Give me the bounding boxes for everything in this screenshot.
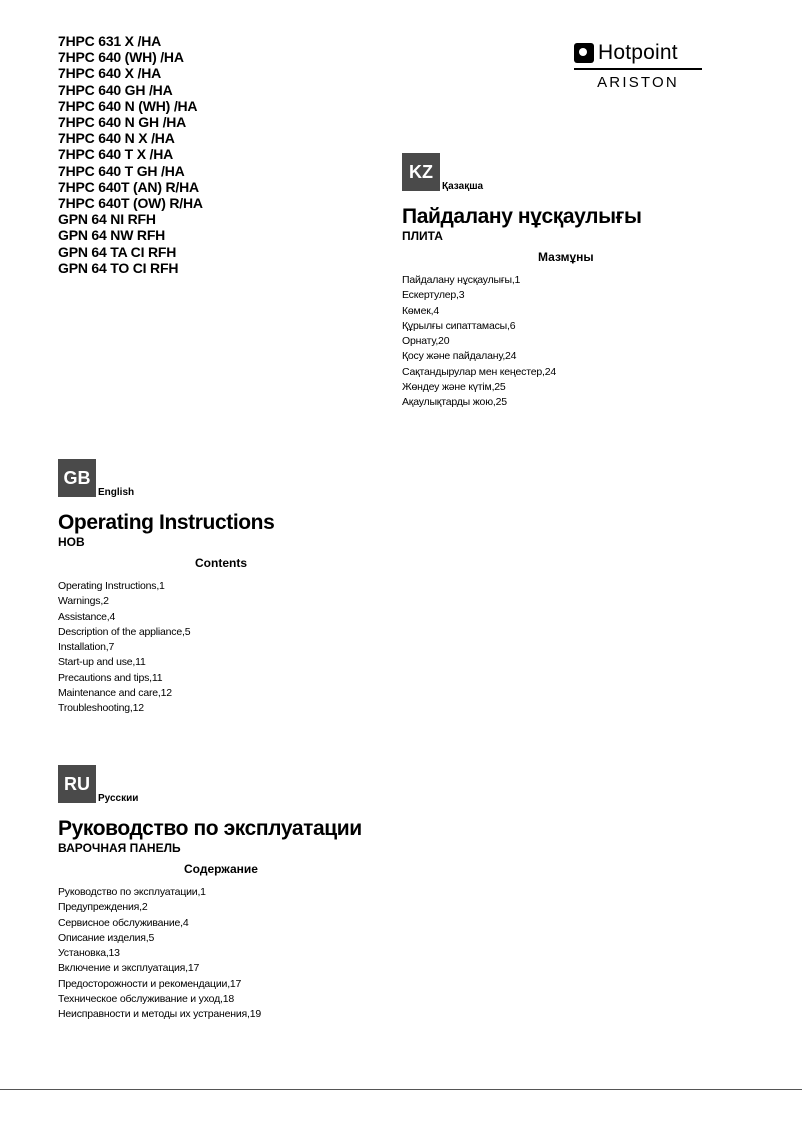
model-item: 7HPC 640 T X /HA [58,146,174,163]
model-list [58,33,203,276]
brand-logo [574,41,702,91]
toc-item: Құрылғы сипаттамасы,6 [402,319,516,332]
language-badge-ru: RU [58,765,96,803]
toc-kz [402,273,642,411]
toc-item: Жөндеу және күтім,25 [402,381,506,394]
toc-item: Warnings,2 [58,595,109,608]
model-item: GPN 64 NW RFH [58,227,166,244]
toc-item: Сақтандырулар мен кеңестер,24 [402,365,556,378]
toc-item: Assistance,4 [58,610,116,623]
subtitle-kz: ПЛИТА [402,229,443,243]
model-item: 7HPC 640 GH /HA [58,81,173,98]
title-ru: Руководство по эксплуатации [58,817,362,840]
toc-item: Precautions and tips,11 [58,671,163,684]
model-item: 7HPC 640 X /HA [58,65,162,82]
toc-item: Описание изделия,5 [58,931,155,944]
model-item: 7HPC 640 N GH /HA [58,114,187,131]
toc-item: Установка,13 [58,947,120,960]
subtitle-gb: HOB [58,535,85,549]
toc-item: Пайдалану нұсқаулығы,1 [402,274,521,286]
model-item: GPN 64 TO CI RFH [58,259,179,276]
contents-heading-kz: Мазмұны [538,250,594,264]
footer-divider [0,1089,802,1090]
title-kz: Пайдалану нұсқаулығы [402,205,642,228]
model-item: 7HPC 631 X /HA [58,33,162,49]
toc-item: Ескертулер,3 [402,289,465,302]
toc-item: Қосу және пайдалану,24 [402,350,517,363]
hotpoint-logo-icon [574,43,594,63]
language-badge-kz: KZ [402,153,440,191]
model-item: 7HPC 640 N X /HA [58,130,175,147]
language-label-kz: Қазақша [442,181,484,192]
model-item: GPN 64 TA CI RFH [58,243,177,260]
language-label-ru: Русскии [98,793,139,804]
language-badge-gb: GB [58,459,96,497]
toc-item: Предосторожности и рекомендации,17 [58,977,242,990]
contents-heading-ru: Содержание [184,862,258,876]
toc-item: Operating Instructions,1 [58,580,165,592]
toc-item: Ақаулықтарды жою,25 [402,396,507,409]
language-label-gb: English [98,487,135,498]
brand-subname: ARISTON [597,74,679,91]
toc-item: Руководство по эксплуатации,1 [58,886,206,898]
title-gb: Operating Instructions [58,511,275,534]
toc-ru [58,885,362,1023]
toc-gb [58,579,274,717]
section-kz [402,153,642,411]
subtitle-ru: ВАРОЧНАЯ ПАНЕЛЬ [58,841,181,855]
model-item: 7HPC 640T (OW) R/HA [58,195,203,212]
model-item: GPN 64 NI RFH [58,211,156,228]
toc-item: Неисправности и методы их устранения,19 [58,1008,262,1021]
model-item: 7HPC 640T (AN) R/HA [58,178,199,195]
toc-item: Installation,7 [58,641,115,654]
brand-name: Hotpoint [598,41,678,64]
toc-item: Maintenance and care,12 [58,687,172,700]
model-item: 7HPC 640 (WH) /HA [58,49,184,66]
model-item: 7HPC 640 T GH /HA [58,162,185,179]
toc-item: Сервисное обслуживание,4 [58,916,189,929]
model-item: 7HPC 640 N (WH) /HA [58,97,198,114]
toc-item: Start-up and use,11 [58,656,146,669]
contents-heading-gb: Contents [195,556,247,570]
toc-item: Предупреждения,2 [58,901,148,914]
logo-divider [574,68,702,70]
toc-item: Включение и эксплуатация,17 [58,962,200,975]
toc-item: Troubleshooting,12 [58,702,144,715]
toc-item: Техническое обслуживание и уход,18 [58,993,235,1006]
toc-item: Орнату,20 [402,335,450,348]
toc-item: Description of the appliance,5 [58,625,191,638]
section-gb [58,459,274,717]
section-ru [58,765,362,1023]
toc-item: Көмек,4 [402,304,439,317]
